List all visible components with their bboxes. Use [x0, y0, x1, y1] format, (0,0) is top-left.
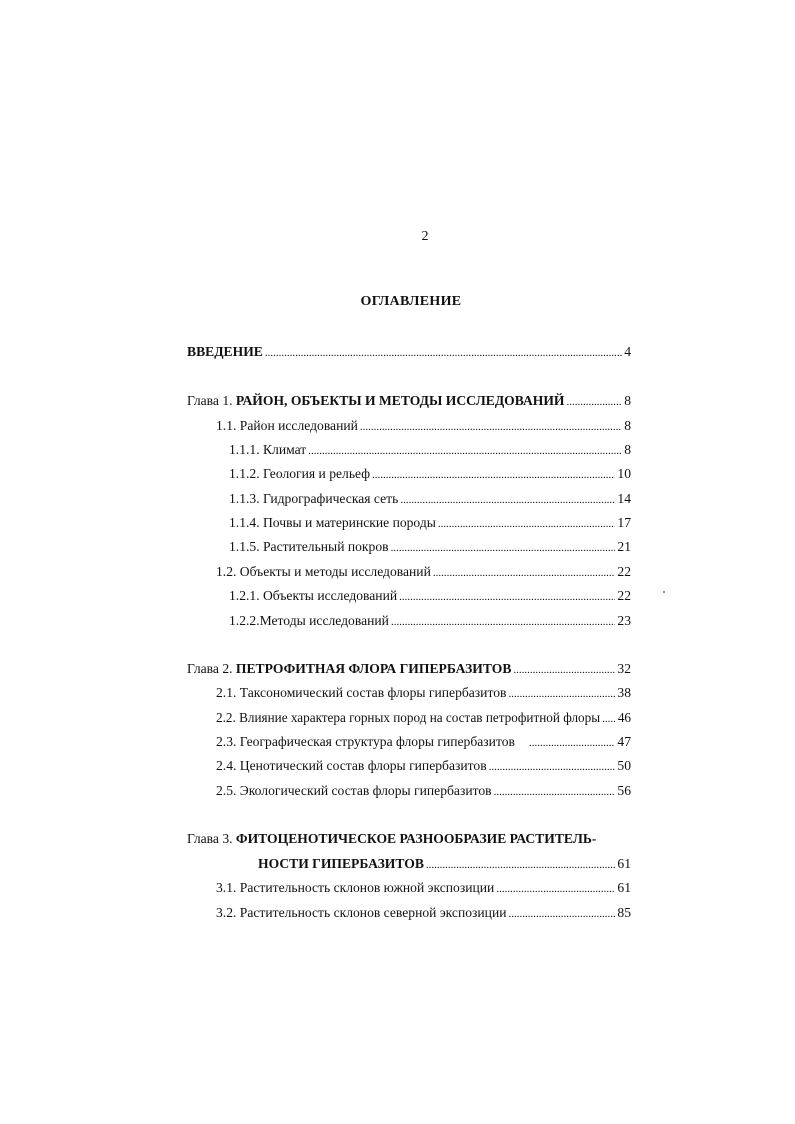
dot-leader	[265, 343, 622, 362]
dot-leader	[494, 782, 616, 801]
toc-entry-label: 1.1.5. Растительный покров	[229, 539, 389, 554]
toc-entry-label: 1.1.3. Гидрографическая сеть	[229, 491, 399, 506]
toc-page-number: 10	[617, 466, 631, 481]
chapter-title: ПЕТРОФИТНАЯ ФЛОРА ГИПЕРБАЗИТОВ	[235, 661, 512, 676]
toc-entry-2-2[interactable]	[216, 709, 631, 728]
toc-title: ОГЛАВЛЕНИЕ	[360, 294, 462, 309]
toc-entry-1-2-2[interactable]	[229, 612, 631, 631]
dot-leader	[567, 392, 623, 411]
toc-entry-2-5[interactable]	[216, 782, 631, 801]
toc-entry-1-1[interactable]	[216, 417, 631, 436]
toc-page-number: 8	[624, 393, 631, 408]
toc-entry-label: 1.2.2.Методы исследований	[229, 613, 389, 628]
toc-entry-introduction[interactable]	[187, 343, 631, 362]
toc-page-number: 38	[617, 685, 631, 700]
dot-leader	[400, 490, 615, 509]
toc-chapter-2[interactable]	[187, 660, 631, 679]
dot-leader	[391, 538, 616, 557]
chapter-title-line-1: ФИТОЦЕНОТИЧЕСКОЕ РАЗНООБРАЗИЕ РАСТИТЕЛЬ-	[235, 831, 597, 846]
dot-leader	[602, 709, 616, 728]
toc-page-number: 46	[617, 710, 631, 725]
chapter-title: РАЙОН, ОБЪЕКТЫ И МЕТОДЫ ИССЛЕДОВАНИЙ	[235, 393, 565, 408]
toc-entry-label: 2.4. Ценотический состав флоры гипербазитов	[216, 758, 487, 773]
toc-entry-3-2[interactable]	[216, 904, 631, 923]
toc-chapter-3[interactable]	[258, 855, 631, 874]
toc-page-number: 22	[617, 564, 631, 579]
toc-entry-3-1[interactable]	[216, 879, 631, 898]
dot-leader	[508, 684, 615, 703]
toc-entry-2-3[interactable]	[216, 733, 631, 752]
toc-chapter-3-first-line[interactable]	[187, 830, 596, 848]
toc-chapter-1[interactable]	[187, 392, 631, 411]
dot-leader	[372, 465, 615, 484]
toc-page-number: 21	[617, 539, 631, 554]
toc-entry-label: 1.2.1. Объекты исследований	[229, 588, 398, 603]
page-number: 2	[421, 229, 429, 244]
dot-leader	[391, 612, 615, 631]
toc-entry-1-1-1[interactable]	[229, 441, 631, 460]
toc-page-number: 50	[617, 758, 631, 773]
dot-leader	[438, 514, 616, 533]
toc-entry-1-1-5[interactable]	[229, 538, 631, 557]
toc-entry-1-2-1[interactable]	[229, 587, 631, 606]
dot-leader	[426, 855, 616, 874]
toc-page-number: 4	[624, 344, 631, 359]
toc-entry-2-1[interactable]	[216, 684, 631, 703]
toc-entry-label: 3.1. Растительность склонов южной экспозиции	[216, 880, 495, 895]
dot-leader	[433, 563, 616, 582]
toc-page-number: 17	[617, 515, 631, 530]
toc-page-number: 61	[617, 856, 631, 871]
toc-entry-label: 1.1.4. Почвы и материнские породы	[229, 515, 436, 530]
toc-entry-label: 1.1. Район исследований	[216, 418, 358, 433]
toc-entry-label: 2.2. Влияние характера горных пород на состав петрофитной флоры	[216, 710, 601, 725]
toc-page-number: 85	[617, 905, 631, 920]
toc-entry-2-4[interactable]	[216, 757, 631, 776]
dot-leader	[399, 587, 615, 606]
toc-page-number: 32	[617, 661, 631, 676]
toc-page-number: 14	[617, 491, 631, 506]
toc-entry-label: 2.1. Таксономический состав флоры гипербазитов	[216, 685, 507, 700]
chapter-prefix: Глава 3.	[187, 831, 236, 846]
dot-leader	[529, 733, 615, 752]
dot-leader	[360, 417, 622, 436]
toc-page-number: 8	[624, 442, 631, 457]
toc-entry-1-2[interactable]	[216, 563, 631, 582]
scan-speck	[663, 591, 665, 593]
chapter-title-line-2: НОСТИ ГИПЕРБАЗИТОВ	[258, 856, 424, 871]
chapter-prefix: Глава 2.	[187, 661, 236, 676]
toc-entry-label: 1.1.1. Климат	[229, 442, 307, 457]
toc-page-number: 56	[617, 783, 631, 798]
chapter-prefix: Глава 1.	[187, 393, 236, 408]
toc-entry-label: 2.3. Географическая структура флоры гипербазитов	[216, 734, 515, 749]
dot-leader	[496, 879, 615, 898]
dot-leader	[489, 757, 616, 776]
toc-entry-1-1-4[interactable]	[229, 514, 631, 533]
toc-page-number: 8	[624, 418, 631, 433]
toc-page-number: 61	[617, 880, 631, 895]
dot-leader	[509, 904, 616, 923]
toc-entry-label: 1.1.2. Геология и рельеф	[229, 466, 371, 481]
toc-entry-label: ВВЕДЕНИЕ	[187, 344, 263, 359]
toc-entry-1-1-2[interactable]	[229, 465, 631, 484]
toc-entry-label: 2.5. Экологический состав флоры гипербазитов	[216, 783, 492, 798]
dot-leader	[513, 660, 615, 679]
toc-entry-1-1-3[interactable]	[229, 490, 631, 509]
toc-entry-label: 3.2. Растительность склонов северной экспозиции	[216, 905, 507, 920]
dot-leader	[308, 441, 622, 460]
toc-page-number: 47	[617, 734, 631, 749]
toc-page-number: 22	[617, 588, 631, 603]
toc-entry-label: 1.2. Объекты и методы исследований	[216, 564, 431, 579]
toc-page-number: 23	[617, 613, 631, 628]
